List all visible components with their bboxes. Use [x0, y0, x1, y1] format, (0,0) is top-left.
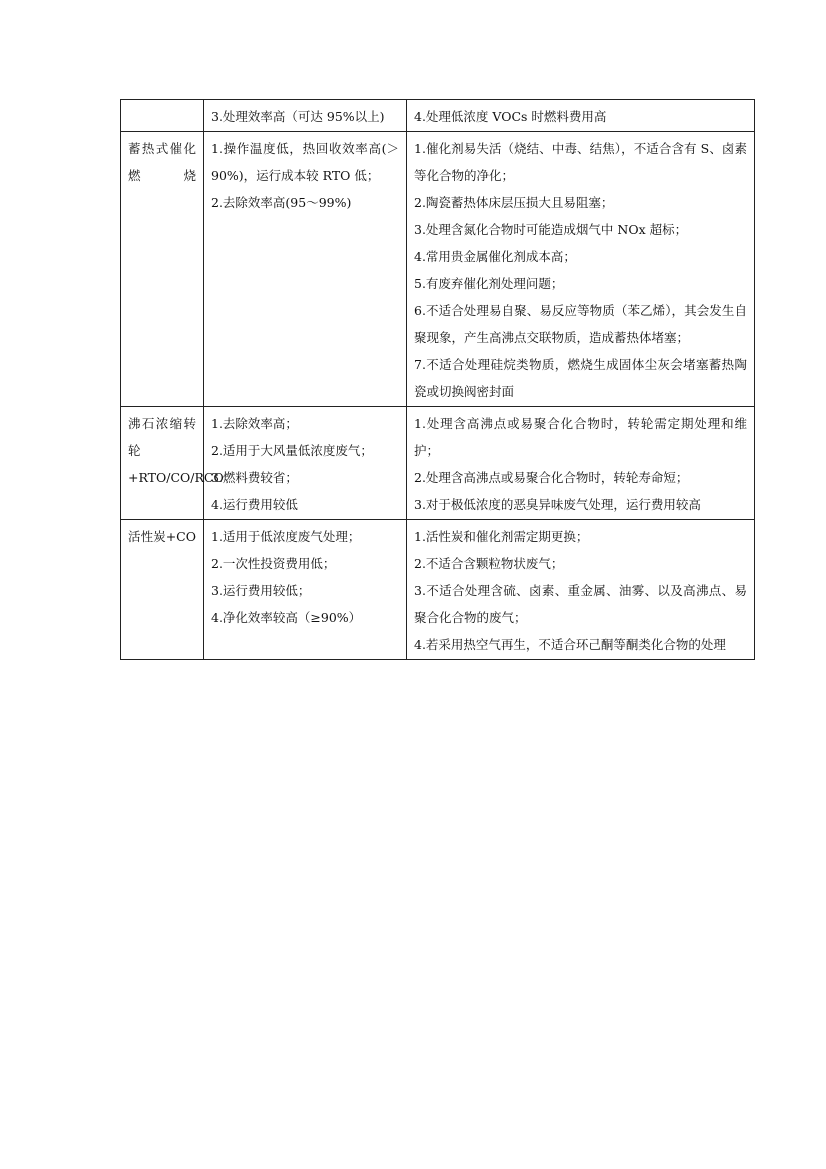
- advantage-item: 3.运行费用较低；: [211, 583, 311, 598]
- table-row: [121, 407, 755, 520]
- method-cell: 蓄热式催化燃烧: [121, 132, 204, 407]
- table-row: [121, 100, 755, 132]
- disadvantage-item: 4.若采用热空气再生，不适合环己酮等酮类化合物的处理: [414, 637, 726, 652]
- comparison-table: [120, 99, 755, 660]
- disadvantage-item: 2.处理含高沸点或易聚合化合物时，转轮寿命短；: [414, 470, 689, 485]
- advantages-cell: [204, 100, 407, 132]
- disadvantages-cell: [407, 407, 755, 520]
- advantages-cell: [204, 520, 407, 660]
- disadvantage-item: 1.活性炭和催化剂需定期更换；: [414, 529, 589, 544]
- advantages-cell: [204, 407, 407, 520]
- advantage-item: 3.处理效率高（可达 95%以上): [211, 109, 385, 124]
- advantage-item: 2.去除效率高(95～99%): [211, 195, 352, 210]
- method-cell: [121, 100, 204, 132]
- disadvantages-cell: [407, 100, 755, 132]
- disadvantage-item: 3.处理含氮化合物时可能造成烟气中 NOx 超标；: [414, 222, 688, 237]
- advantage-item: 1.操作温度低，热回收效率高(＞90%)，运行成本较 RTO 低；: [211, 141, 399, 183]
- disadvantage-item: 3.对于极低浓度的恶臭异味废气处理，运行费用较高: [414, 497, 701, 512]
- advantage-item: 3.燃料费较省；: [211, 470, 298, 485]
- disadvantage-item: 7.不适合处理硅烷类物质，燃烧生成固体尘灰会堵塞蓄热陶瓷或切换阀密封面: [414, 357, 747, 399]
- advantage-item: 2.一次性投资费用低；: [211, 556, 336, 571]
- advantage-item: 2.适用于大风量低浓度废气；: [211, 443, 373, 458]
- disadvantage-item: 2.不适合含颗粒物状废气；: [414, 556, 564, 571]
- disadvantage-item: 3.不适合处理含硫、卤素、重金属、油雾、以及高沸点、易聚合化合物的废气；: [414, 583, 747, 625]
- advantage-item: 1.适用于低浓度废气处理；: [211, 529, 361, 544]
- disadvantage-item: 2.陶瓷蓄热体床层压损大且易阻塞；: [414, 195, 614, 210]
- disadvantage-item: 4.常用贵金属催化剂成本高；: [414, 249, 576, 264]
- advantages-cell: [204, 132, 407, 407]
- method-cell: 活性炭+CO: [121, 520, 204, 660]
- disadvantage-item: 5.有废弃催化剂处理问题；: [414, 276, 564, 291]
- disadvantages-cell: [407, 132, 755, 407]
- advantage-item: 4.运行费用较低: [211, 497, 298, 512]
- disadvantage-item: 1.处理含高沸点或易聚合化合物时，转轮需定期处理和维护；: [414, 416, 747, 458]
- disadvantage-item: 6.不适合处理易自聚、易反应等物质（苯乙烯），其会发生自聚现象，产生高沸点交联物质，造成蓄热体堵塞；: [414, 303, 747, 345]
- disadvantages-cell: [407, 520, 755, 660]
- advantage-item: 1.去除效率高；: [211, 416, 298, 431]
- table-row: [121, 132, 755, 407]
- advantage-item: 4.净化效率较高（≥90%）: [211, 610, 362, 625]
- disadvantage-item: 4.处理低浓度 VOCs 时燃料费用高: [414, 109, 607, 124]
- method-cell: 沸石浓缩转轮+RTO/CO/RCO: [121, 407, 204, 520]
- table-row: [121, 520, 755, 660]
- disadvantage-item: 1.催化剂易失活（烧结、中毒、结焦），不适合含有 S、卤素等化合物的净化；: [414, 141, 747, 183]
